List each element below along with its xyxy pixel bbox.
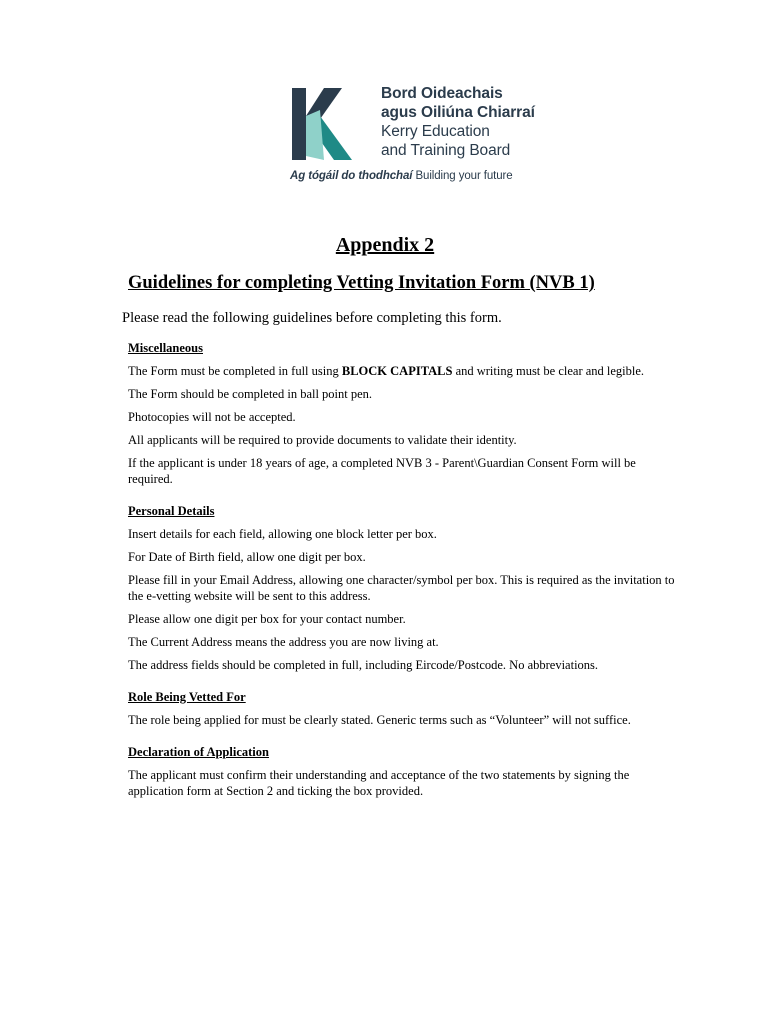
emphasis-text: BLOCK CAPITALS — [341, 364, 453, 378]
paragraph: Please allow one digit per box for your contact number. — [128, 612, 406, 626]
paragraph: Please fill in your Email Address, allowing one character/symbol per box. This is required as the invitation to the e-vetting website will be sent to this address. — [128, 573, 675, 603]
section-miscellaneous — [128, 340, 676, 487]
paragraph-text: The Form must be completed in full using — [128, 364, 342, 378]
logo-irish-line-1: Bord Oideachais — [381, 85, 503, 102]
paragraph-text: and writing must be clear and legible. — [452, 364, 645, 378]
paragraph — [128, 363, 676, 379]
tagline-english: Building your future — [415, 170, 513, 182]
paragraph: The role being applied for must be clearly stated. Generic terms such as “Volunteer” will not suffice. — [128, 713, 631, 727]
logo-tagline — [290, 170, 513, 182]
logo-irish-line-2: agus Oiliúna Chiarraí — [381, 104, 535, 121]
paragraph: For Date of Birth field, allow one digit per box. — [128, 550, 366, 564]
kerry-etb-logo — [290, 84, 550, 186]
paragraph: The applicant must confirm their understanding and acceptance of the two statements by signing the application form at Section 2 and ticking the box provided. — [128, 768, 630, 798]
paragraph: The address fields should be completed in full, including Eircode/Postcode. No abbreviations. — [128, 658, 599, 672]
logo-english-line-1: Kerry Education — [381, 123, 490, 140]
section-role-being-vetted — [128, 689, 676, 728]
section-personal-details — [128, 503, 676, 673]
paragraph: The Current Address means the address you are now living at. — [128, 635, 439, 649]
section-heading: Miscellaneous — [128, 341, 203, 355]
logo-english-line-2: and Training Board — [381, 142, 511, 159]
section-declaration — [128, 744, 676, 799]
paragraph: Photocopies will not be accepted. — [128, 410, 296, 424]
page-title: Guidelines for completing Vetting Invitation Form (NVB 1) — [128, 273, 595, 293]
appendix-heading: Appendix 2 — [335, 234, 435, 256]
paragraph: The Form should be completed in ball point pen. — [128, 387, 373, 401]
guidelines-content — [128, 340, 676, 815]
paragraph: Insert details for each field, allowing one block letter per box. — [128, 527, 437, 541]
paragraph: All applicants will be required to provide documents to validate their identity. — [128, 433, 517, 447]
paragraph: If the applicant is under 18 years of age, a completed NVB 3 - Parent\Guardian Consent Form will be required. — [128, 456, 636, 486]
logo-text-block — [381, 84, 535, 160]
section-heading: Role Being Vetted For — [128, 690, 246, 704]
section-heading: Personal Details — [128, 504, 215, 518]
section-heading: Declaration of Application — [128, 745, 269, 759]
kerry-etb-k-logo-icon — [290, 86, 356, 162]
tagline-irish: Ag tógáil do thodhchaí — [290, 170, 413, 182]
intro-text: Please read the following guidelines before completing this form. — [122, 310, 502, 326]
